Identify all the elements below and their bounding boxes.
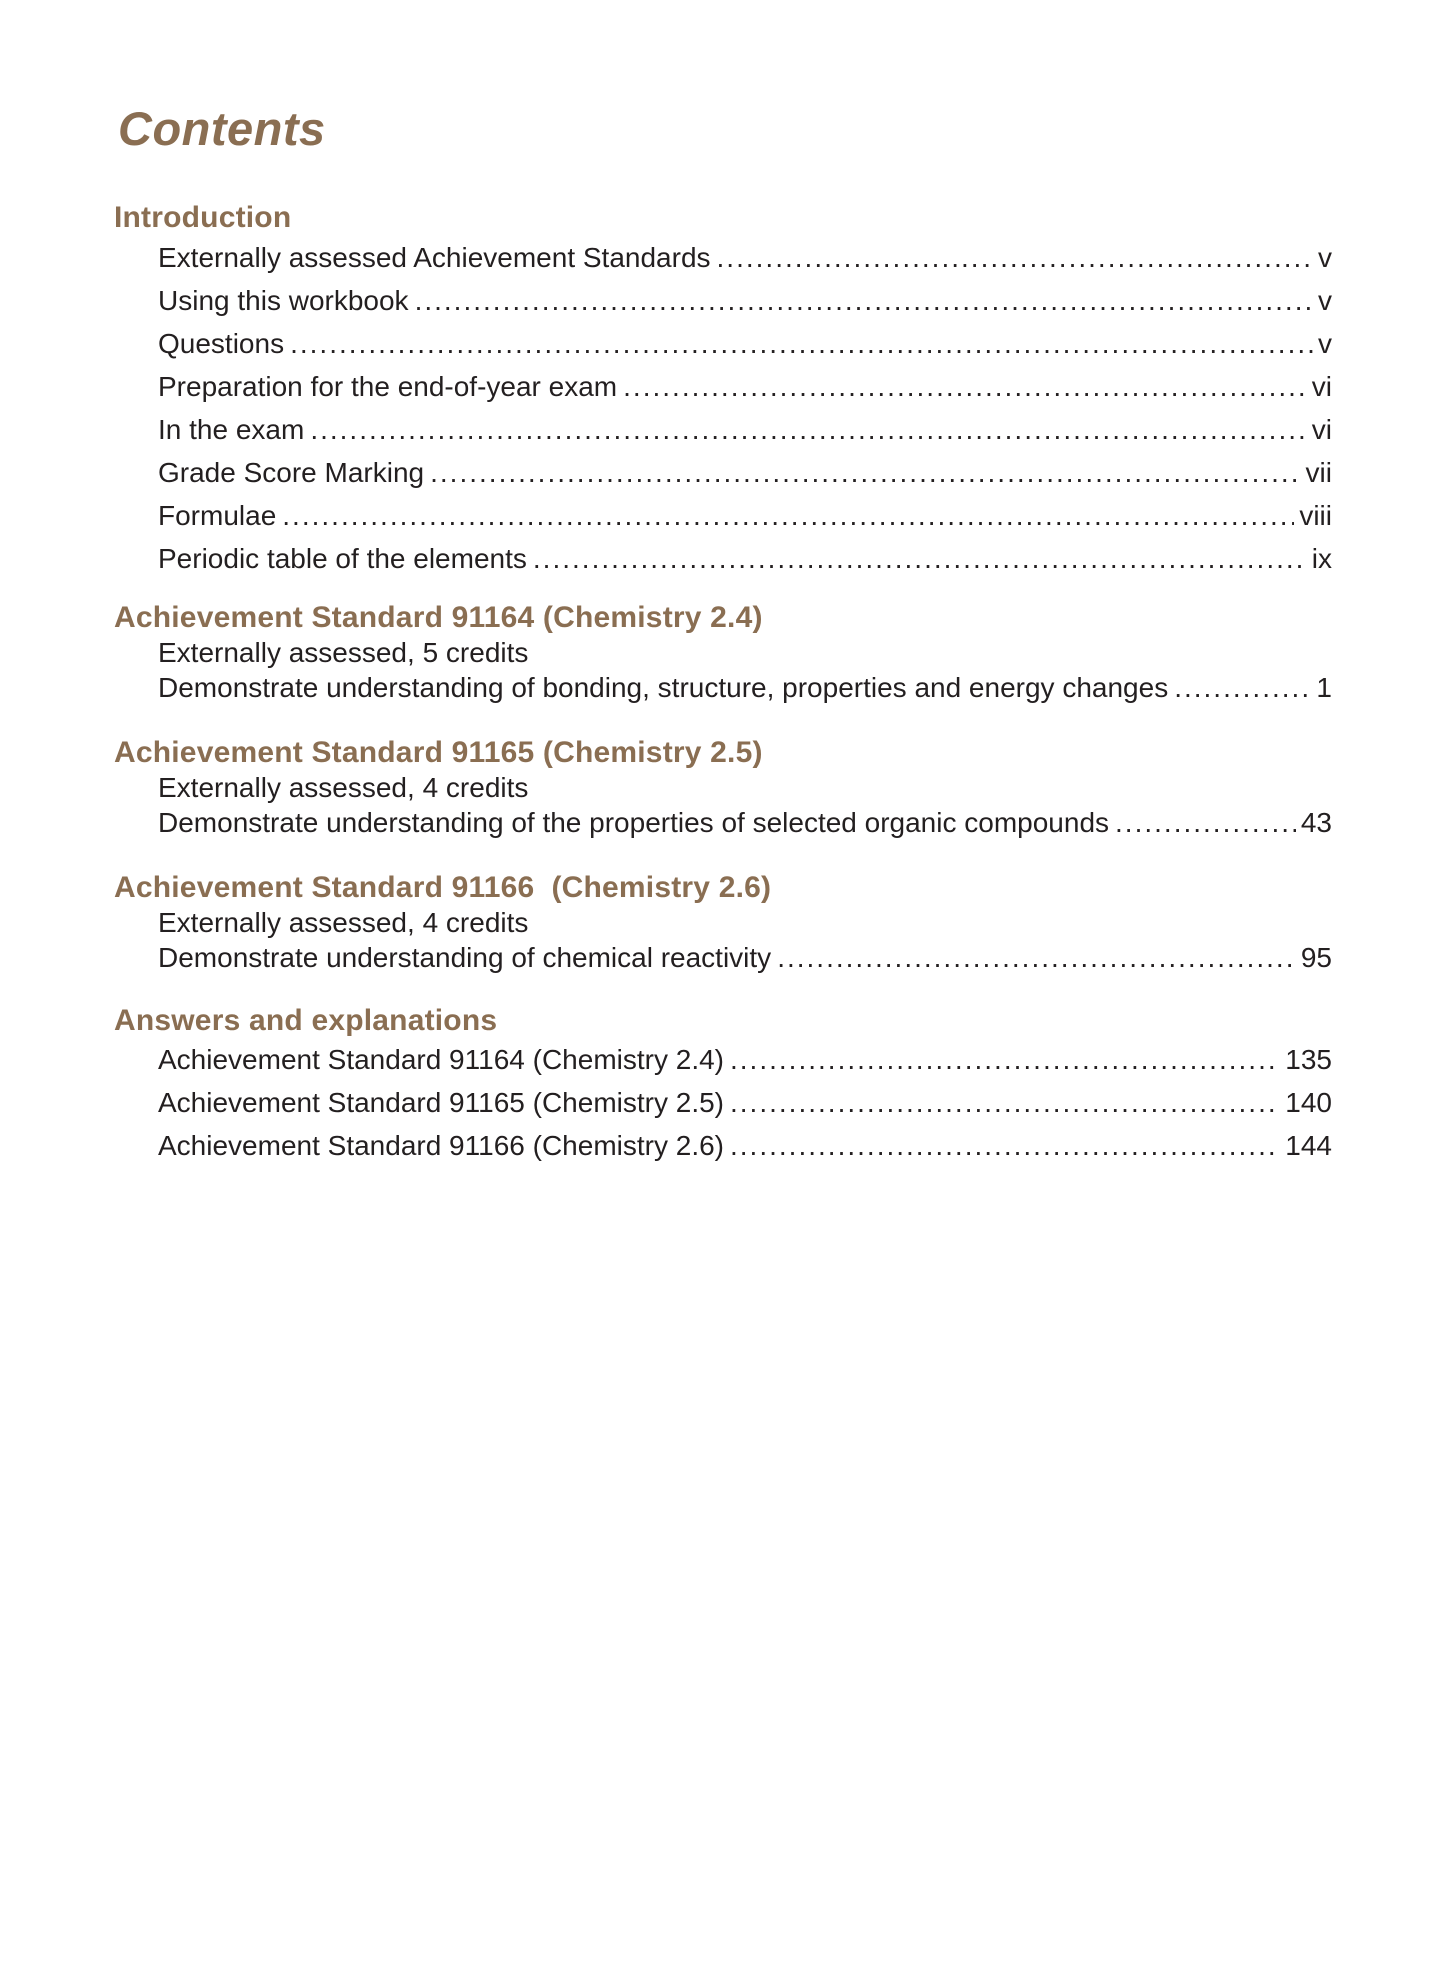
toc-entry-row <box>158 365 1332 408</box>
dot-leader <box>1115 805 1296 840</box>
toc-entry-row <box>158 805 1332 840</box>
dot-leader <box>730 1124 1280 1167</box>
page-number: 43 <box>1300 807 1332 838</box>
dot-leader <box>730 1081 1280 1124</box>
dot-leader <box>310 408 1306 451</box>
section-subtitle: Externally assessed, 4 credits <box>158 772 529 803</box>
toc-entry-row <box>158 940 1332 975</box>
toc-entry-row <box>158 1081 1332 1124</box>
toc-entry-label: Demonstrate understanding of chemical reactivity <box>158 942 772 973</box>
page-number: v <box>1318 285 1332 316</box>
dot-leader <box>730 1038 1280 1081</box>
page-number: 95 <box>1300 942 1332 973</box>
entry-list <box>114 940 1332 975</box>
page-number: 1 <box>1316 672 1332 703</box>
toc-entry-label: Demonstrate understanding of the properties of selected organic compounds <box>158 807 1110 838</box>
dot-leader <box>533 537 1307 580</box>
entry-list <box>114 670 1332 705</box>
toc-entry-label: Using this workbook <box>158 285 409 316</box>
toc-entry-label: Grade Score Marking <box>158 457 425 488</box>
entry-list <box>114 236 1332 580</box>
toc-entry-label: Achievement Standard 91164 (Chemistry 2.4) <box>158 1044 724 1075</box>
toc-entry-row <box>158 1038 1332 1081</box>
toc-entry-row <box>158 279 1332 322</box>
toc-entry-label: Achievement Standard 91165 (Chemistry 2.5) <box>158 1087 724 1118</box>
section-subtitle: Externally assessed, 4 credits <box>158 907 529 938</box>
toc-entry-label: Preparation for the end-of-year exam <box>158 371 618 402</box>
dot-leader <box>415 279 1313 322</box>
section-91166 <box>114 871 1332 975</box>
page-number: vii <box>1305 457 1332 488</box>
page-number: v <box>1318 242 1332 273</box>
dot-leader <box>717 236 1313 279</box>
entry-list <box>114 1038 1332 1167</box>
dot-leader <box>430 451 1300 494</box>
entry-list <box>114 805 1332 840</box>
toc-entry-row <box>158 236 1332 279</box>
toc-entry-label: In the exam <box>158 414 305 445</box>
page-number: vi <box>1311 414 1332 445</box>
page-number: vi <box>1311 371 1332 402</box>
toc-entry-label: Formulae <box>158 500 277 531</box>
toc-entry-label: Demonstrate understanding of bonding, structure, properties and energy changes <box>158 672 1169 703</box>
toc-entry-row <box>158 322 1332 365</box>
dot-leader <box>623 365 1307 408</box>
page-number: v <box>1318 328 1332 359</box>
section-91164 <box>114 601 1332 705</box>
toc-entry-row <box>158 451 1332 494</box>
section-91165 <box>114 736 1332 840</box>
section-answers <box>114 1004 1332 1167</box>
toc-entry-label: Achievement Standard 91166 (Chemistry 2.6) <box>158 1130 724 1161</box>
section-heading: Achievement Standard 91165 (Chemistry 2.5) <box>114 736 763 769</box>
dot-leader <box>777 940 1296 975</box>
toc-entry-label: Questions <box>158 328 285 359</box>
page-number: ix <box>1311 543 1332 574</box>
toc-entry-row <box>158 408 1332 451</box>
page-number: 140 <box>1285 1087 1332 1118</box>
section-heading: Answers and explanations <box>114 1004 498 1037</box>
page-number: 135 <box>1285 1044 1332 1075</box>
section-subtitle: Externally assessed, 5 credits <box>158 637 529 668</box>
dot-leader <box>1174 670 1311 705</box>
section-introduction <box>114 200 1332 580</box>
section-heading: Achievement Standard 91164 (Chemistry 2.4) <box>114 601 763 634</box>
dot-leader <box>282 494 1294 537</box>
page-number: viii <box>1299 500 1332 531</box>
page-number: 144 <box>1285 1130 1332 1161</box>
page-title: Contents <box>118 102 326 155</box>
section-heading: Introduction <box>114 201 292 234</box>
toc-entry-row <box>158 670 1332 705</box>
dot-leader <box>290 322 1313 365</box>
toc-entry-label: Periodic table of the elements <box>158 543 527 574</box>
toc-entry-row <box>158 1124 1332 1167</box>
toc-entry-label: Externally assessed Achievement Standards <box>158 242 711 273</box>
toc-entry-row <box>158 494 1332 537</box>
toc-entry-row <box>158 537 1332 580</box>
section-heading: Achievement Standard 91166 (Chemistry 2.6) <box>114 871 772 904</box>
